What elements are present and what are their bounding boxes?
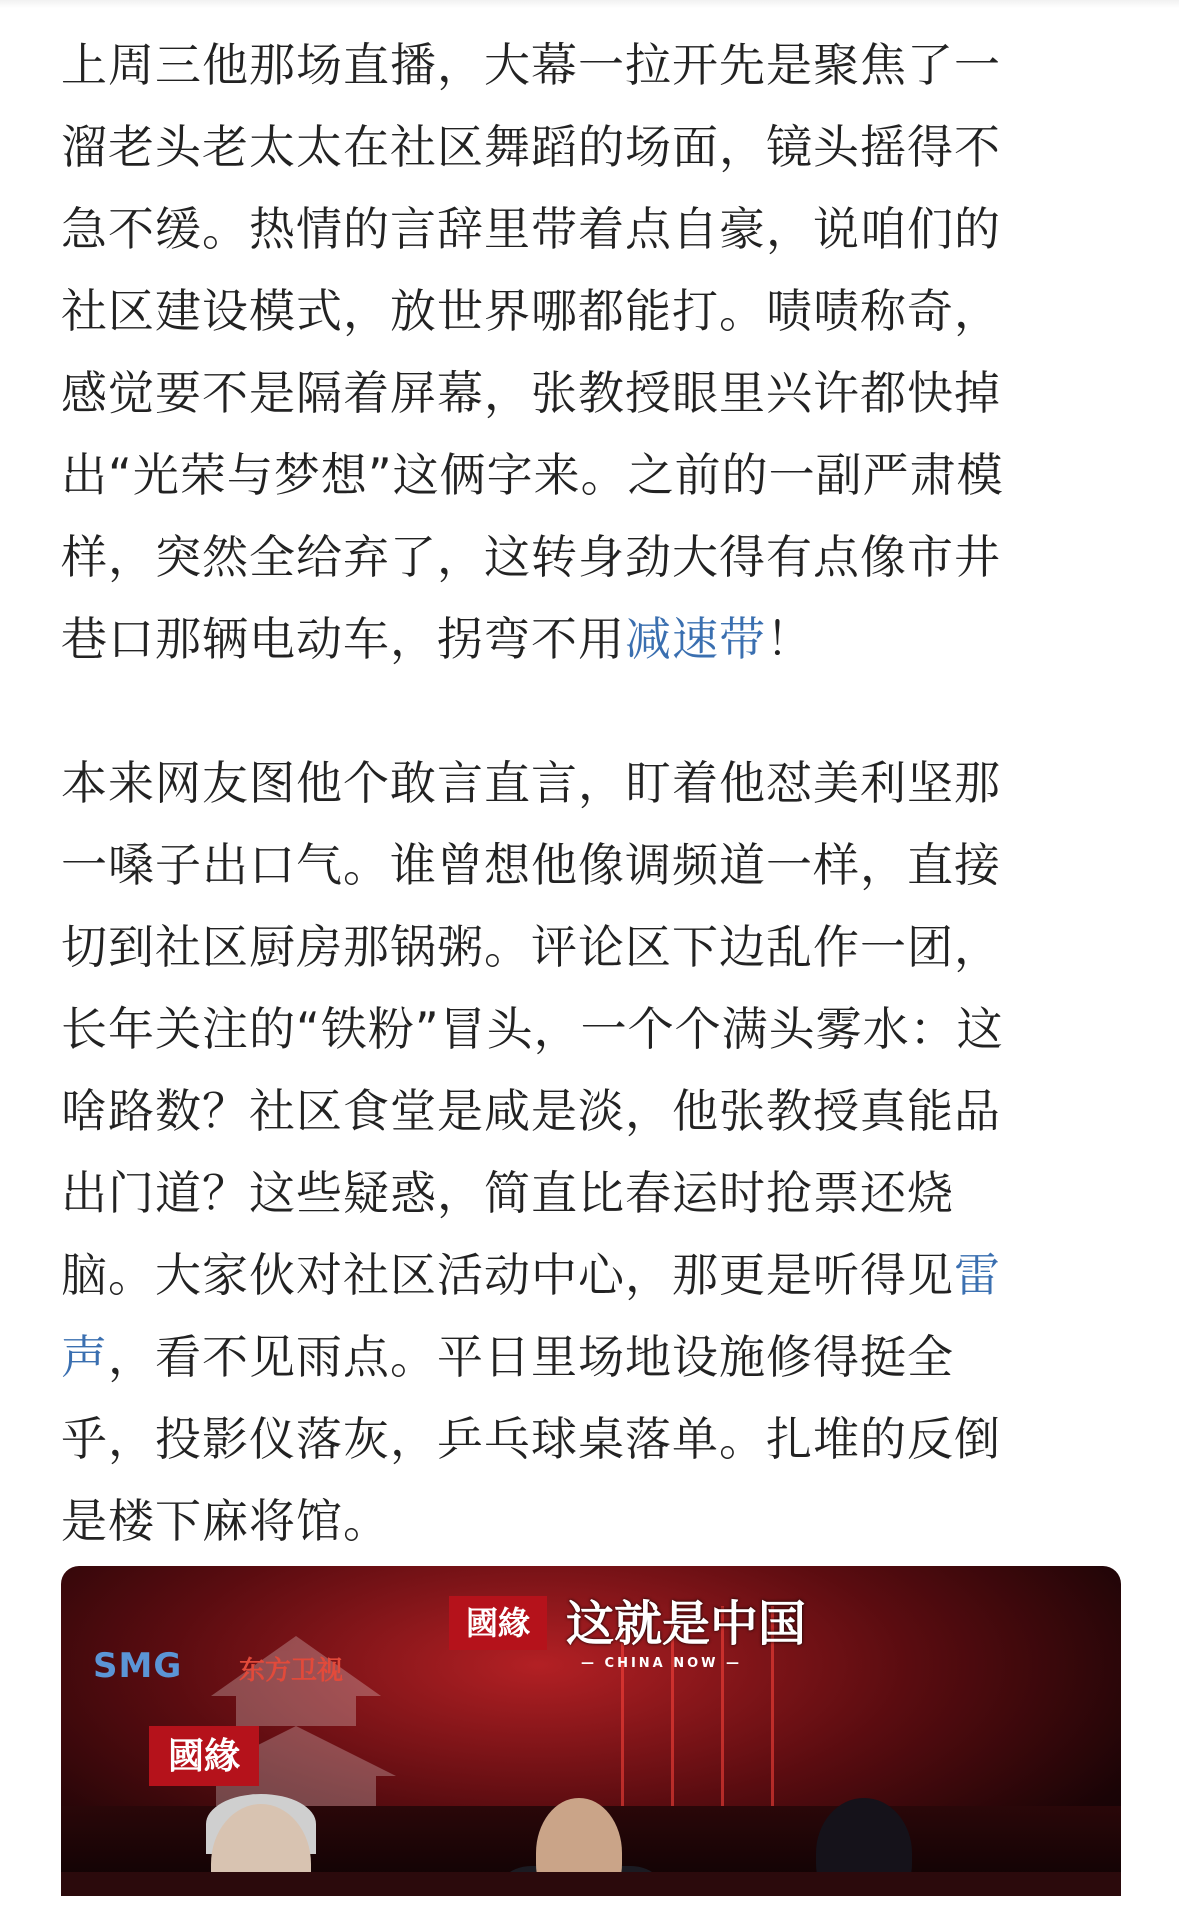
article-body — [61, 24, 1121, 1562]
channel-logo: 东方卫视 — [239, 1656, 344, 1686]
text-line: 长年关注的“铁粉”冒头，一个个满头雾水：这 — [61, 1002, 1004, 1056]
show-title: 这就是中国 — [566, 1596, 807, 1652]
text-segment: 脑。大家伙对社区活动中心，那更是听得见 — [61, 1248, 954, 1302]
text-line: 是楼下麻将馆。 — [61, 1494, 390, 1548]
studio-desk — [61, 1872, 1121, 1896]
show-subtitle: — CHINA NOW — — [581, 1656, 743, 1671]
text-line: 出“光荣与梦想”这俩字来。之前的一副严肃模 — [61, 448, 1004, 502]
text-line: 一嗓子出口气。谁曾想他像调频道一样，直接 — [61, 838, 1001, 892]
text-segment: ！ — [766, 612, 813, 666]
top-edge-shadow — [0, 0, 1179, 8]
text-line — [61, 1234, 1121, 1316]
text-line: 样，突然全给弃了，这转身劲大得有点像市井 — [61, 530, 1001, 584]
text-line: 啥路数？社区食堂是咸是淡，他张教授真能品 — [61, 1084, 1001, 1138]
text-line — [61, 1316, 1121, 1398]
link-speed-bump[interactable]: 减速带 — [625, 612, 766, 666]
link-thunder-part2[interactable]: 声 — [61, 1330, 108, 1384]
text-segment: 巷口那辆电动车，拐弯不用 — [61, 612, 625, 666]
guoyuan-badge-left: 國緣 — [149, 1726, 259, 1786]
text-line: 本来网友图他个敢言直言，盯着他怼美利坚那 — [61, 756, 1001, 810]
text-line: 出门道？这些疑惑，简直比春运时抢票还烧 — [61, 1166, 954, 1220]
text-line: 感觉要不是隔着屏幕，张教授眼里兴许都快掉 — [61, 366, 1001, 420]
tv-show-image[interactable] — [61, 1566, 1121, 1896]
guoyuan-badge-top: 國緣 — [449, 1596, 547, 1650]
text-line: 急不缓。热情的言辞里带着点自豪，说咱们的 — [61, 202, 1001, 256]
smg-logo: SMG — [93, 1646, 183, 1686]
text-line: 切到社区厨房那锅粥。评论区下边乱作一团， — [61, 920, 1001, 974]
text-line: 溜老头老太太在社区舞蹈的场面，镜头摇得不 — [61, 120, 1001, 174]
text-line — [61, 598, 1121, 680]
text-line: 社区建设模式，放世界哪都能打。啧啧称奇， — [61, 284, 1001, 338]
text-line: 上周三他那场直播，大幕一拉开先是聚焦了一 — [61, 38, 1001, 92]
text-segment: ，看不见雨点。平日里场地设施修得挺全 — [108, 1330, 954, 1384]
text-line: 乎，投影仪落灰，乒乓球桌落单。扎堆的反倒 — [61, 1412, 1001, 1466]
paragraph-2 — [61, 742, 1121, 1562]
link-thunder-part1[interactable]: 雷 — [954, 1248, 1001, 1302]
paragraph-1 — [61, 24, 1121, 680]
